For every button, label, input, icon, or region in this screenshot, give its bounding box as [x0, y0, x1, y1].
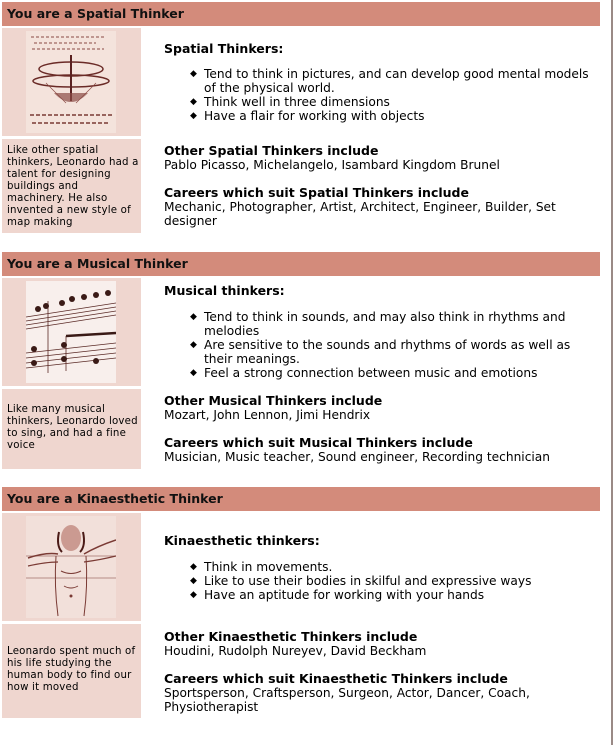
bullet-icon: ◆ — [190, 368, 197, 378]
careers-text: Mechanic, Photographer, Artist, Architect, Engineer, Builder, Set designer — [164, 200, 556, 228]
other-thinkers-heading: Other Musical Thinkers include — [164, 393, 383, 408]
careers — [164, 186, 594, 228]
caption-text: Leonardo spent much of his life studying the human body to find our how it moved — [7, 646, 136, 693]
vitruvian-man-icon — [26, 516, 116, 618]
section-header — [2, 252, 600, 276]
caption-cell — [2, 139, 141, 233]
other-thinkers-text: Houdini, Rudolph Nureyev, David Beckham — [164, 644, 427, 658]
caption-cell — [2, 389, 141, 469]
traits-list — [164, 310, 594, 380]
list-item — [190, 366, 594, 380]
other-thinkers-heading: Other Spatial Thinkers include — [164, 143, 379, 158]
list-item — [190, 95, 594, 109]
other-thinkers — [164, 394, 594, 422]
other-thinkers-text: Pablo Picasso, Michelangelo, Isambard Kingdom Brunel — [164, 158, 500, 172]
helicopter-sketch-icon — [26, 31, 116, 133]
list-item-text: Like to use their bodies in skilful and expressive ways — [204, 574, 532, 588]
section-header — [2, 487, 600, 511]
section-spatial — [2, 2, 600, 234]
list-item — [190, 109, 594, 123]
careers — [164, 436, 594, 464]
careers-text: Musician, Music teacher, Sound engineer, Recording technician — [164, 450, 550, 464]
list-item-text: Feel a strong connection between music and emotions — [204, 366, 538, 380]
careers-heading: Careers which suit Musical Thinkers include — [164, 435, 473, 450]
bullet-icon: ◆ — [190, 590, 197, 600]
sheet-music-icon — [26, 281, 116, 383]
bullet-icon: ◆ — [190, 340, 197, 350]
list-item-text: Have a flair for working with objects — [204, 109, 425, 123]
section-title: Kinaesthetic thinkers: — [164, 533, 320, 548]
careers-heading: Careers which suit Spatial Thinkers include — [164, 185, 469, 200]
section-header-text: You are a Musical Thinker — [7, 256, 188, 271]
list-item — [190, 560, 594, 574]
image-cell — [2, 278, 141, 386]
section-title: Spatial Thinkers: — [164, 41, 284, 56]
list-item — [190, 67, 594, 95]
list-item-text: Tend to think in pictures, and can develop good mental models of the physical world. — [204, 67, 589, 95]
list-item — [190, 338, 594, 366]
list-item — [190, 588, 594, 602]
section-header-text: You are a Kinaesthetic Thinker — [7, 491, 223, 506]
careers-heading: Careers which suit Kinaesthetic Thinkers include — [164, 671, 508, 686]
list-item-text: Have an aptitude for working with your hands — [204, 588, 485, 602]
caption-text: Like other spatial thinkers, Leonardo had a talent for designing buildings and machinery. He also invented a new style of map making — [7, 145, 139, 228]
traits-list — [164, 560, 594, 602]
list-item — [190, 574, 594, 588]
bullet-icon: ◆ — [190, 111, 197, 121]
image-cell — [2, 513, 141, 621]
list-item-text: Think well in three dimensions — [204, 95, 390, 109]
caption-text: Like many musical thinkers, Leonardo loved to sing, and had a fine voice — [7, 404, 138, 451]
bullet-icon: ◆ — [190, 97, 197, 107]
careers — [164, 672, 594, 714]
list-item-text: Think in movements. — [204, 560, 333, 574]
section-header-text: You are a Spatial Thinker — [7, 6, 184, 21]
image-cell — [2, 28, 141, 136]
list-item-text: Tend to think in sounds, and may also think in rhythms and melodies — [204, 310, 566, 338]
bullet-icon: ◆ — [190, 576, 197, 586]
section-kinaesthetic — [2, 487, 600, 719]
section-header — [2, 2, 600, 26]
other-thinkers — [164, 630, 594, 658]
caption-cell — [2, 624, 141, 718]
section-title: Musical thinkers: — [164, 283, 285, 298]
page-divider — [611, 0, 613, 745]
list-item-text: Are sensitive to the sounds and rhythms of words as well as their meanings. — [204, 338, 571, 366]
other-thinkers — [164, 144, 594, 172]
other-thinkers-text: Mozart, John Lennon, Jimi Hendrix — [164, 408, 371, 422]
traits-list — [164, 67, 594, 123]
other-thinkers-heading: Other Kinaesthetic Thinkers include — [164, 629, 418, 644]
list-item — [190, 310, 594, 338]
bullet-icon: ◆ — [190, 312, 197, 322]
bullet-icon: ◆ — [190, 562, 197, 572]
section-musical — [2, 252, 600, 470]
careers-text: Sportsperson, Craftsperson, Surgeon, Actor, Dancer, Coach, Physiotherapist — [164, 686, 530, 714]
bullet-icon: ◆ — [190, 69, 197, 79]
